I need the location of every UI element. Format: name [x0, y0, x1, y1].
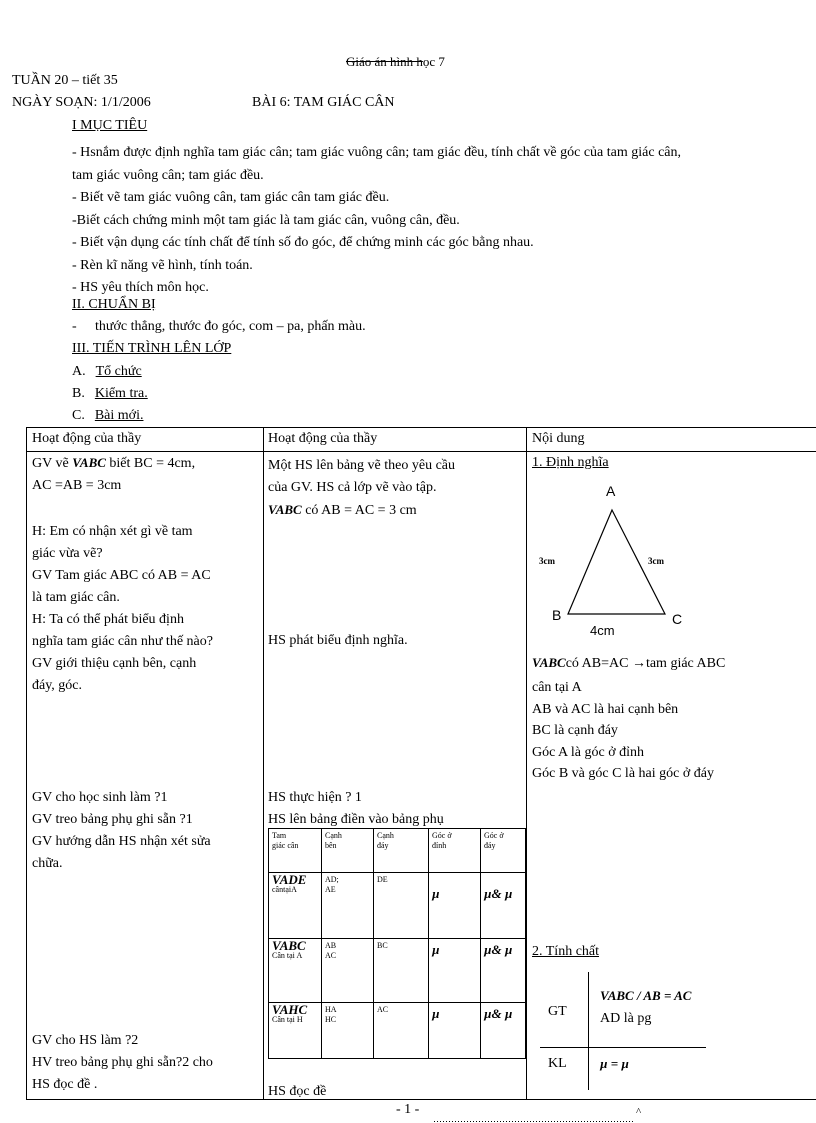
inner-table-row	[269, 873, 526, 939]
definition-list	[532, 677, 714, 785]
inner-table-row	[269, 939, 526, 1003]
triangle-figure	[530, 478, 720, 648]
angle-symbol: µ& µ	[484, 886, 513, 901]
col2-text-part: có AB = AC = 3 cm	[305, 503, 417, 518]
property-title: 2. Tính chất	[532, 944, 600, 959]
triangle-symbol: VAHC	[272, 1002, 308, 1017]
inner-text: AC	[325, 951, 337, 960]
inner-header-text: Tam	[272, 831, 287, 840]
col1-line-1	[32, 455, 195, 472]
col1-block-d	[32, 1030, 213, 1096]
inner-header-text: Cạnh	[377, 831, 394, 840]
triangle-symbol: VADE	[272, 872, 307, 887]
inner-header-text: giác cân	[272, 841, 299, 850]
inner-header-text: đáy	[377, 841, 389, 850]
angle-symbol: µ	[432, 942, 440, 957]
gt-kl-divider-horizontal	[540, 1047, 706, 1048]
angle-symbol: µ	[432, 1006, 440, 1021]
inner-text: AE	[325, 885, 336, 894]
proc-letter: B.	[72, 386, 85, 401]
inner-text: HC	[325, 1015, 337, 1024]
definition-text: cân tại A	[532, 680, 582, 695]
col2-text: HS lên bảng điền vào bảng phụ	[268, 812, 444, 827]
objective-item: - Biết vẽ tam giác vuông cân, tam giác cân tam giác đều.	[72, 190, 390, 205]
col1-block-c	[32, 787, 211, 875]
col2-block-a	[268, 455, 455, 522]
table-border-top	[26, 427, 816, 428]
proc-text: Bài mới.	[94, 408, 144, 423]
inner-cell	[322, 939, 374, 1003]
proc-letter: C.	[72, 408, 85, 423]
proc-title: III. TIẾN TRÌNH LÊN LỚP	[72, 341, 232, 356]
col2-definition: HS phát biểu định nghĩa.	[268, 633, 408, 648]
inner-table-row	[269, 1003, 526, 1059]
inner-header-cell	[374, 829, 429, 873]
col1-block-b	[32, 521, 213, 697]
inner-text: DE	[377, 875, 388, 884]
vertex-a-label: A	[606, 483, 616, 499]
col1-text: là tam giác cân.	[32, 590, 120, 605]
proc-letter: A.	[72, 364, 86, 379]
col1-text: giác vừa vẽ?	[32, 546, 103, 561]
objectives-title: I MỤC TIÊU	[72, 118, 148, 133]
inner-table	[268, 828, 526, 1059]
col1-text: GV giới thiệu cạnh bên, cạnh	[32, 656, 197, 671]
col1-line-2: AC =AB = 3cm	[32, 478, 122, 493]
header-title-struck: Giáo án hình h	[346, 54, 423, 69]
col2-text	[268, 499, 455, 522]
inner-header-text: Góc ở	[432, 831, 452, 840]
side-bottom-label: 4cm	[590, 623, 615, 638]
col2-read: HS đọc đề	[268, 1084, 327, 1099]
col1-text: GV vẽ	[32, 456, 69, 471]
triangle-symbol: VABC	[72, 455, 106, 470]
gt-line-1: VABC / AB = AC	[600, 988, 692, 1003]
col1-text: nghĩa tam giác cân như thế nào?	[32, 634, 213, 649]
inner-text: AC	[377, 1005, 389, 1014]
definition-text: BC là cạnh đáy	[532, 723, 618, 738]
table-header-3: Nội dung	[532, 431, 585, 446]
col1-text: GV Tam giác ABC có AB = AC	[32, 568, 211, 583]
inner-cell	[374, 1003, 429, 1059]
angle-symbol: µ& µ	[484, 1006, 513, 1021]
col2-text: HS thực hiện ? 1	[268, 790, 362, 805]
col1-text: GV treo bảng phụ ghi sẵn ?1	[32, 812, 193, 827]
inner-cell	[269, 939, 322, 1003]
inner-header-text: Cạnh	[325, 831, 342, 840]
col2-text: của GV. HS cả lớp vẽ vào tập.	[268, 480, 437, 495]
inner-cell	[429, 939, 481, 1003]
definition-text: AB và AC là hai cạnh bên	[532, 701, 679, 717]
lesson-title: BÀI 6: TAM GIÁC CÂN	[252, 95, 395, 110]
gt-kl-divider-vertical	[588, 972, 589, 1090]
col1-text: GV cho học sinh làm ?1	[32, 790, 168, 805]
col1-text: biết BC = 4cm,	[109, 456, 196, 471]
inner-text: BC	[377, 941, 388, 950]
table-border-header	[26, 451, 816, 452]
col2-block-c	[268, 787, 444, 831]
inner-cell	[429, 873, 481, 939]
definition-text: Góc B và góc C là hai góc ở đáy	[532, 766, 714, 781]
gt-label: GT	[548, 1004, 567, 1019]
triangle-symbol: VABC	[532, 655, 566, 670]
inner-cell	[269, 873, 322, 939]
inner-cell	[481, 1003, 526, 1059]
footer-dotted-line	[434, 1121, 634, 1122]
inner-header-cell	[269, 829, 322, 873]
proc-text: Tổ chức	[95, 364, 142, 379]
inner-cell	[374, 939, 429, 1003]
objective-item: - HS yêu thích môn học.	[72, 280, 209, 295]
table-header-2: Hoạt động của thầy	[268, 431, 378, 446]
objective-item: tam giác vuông cân; tam giác đều.	[72, 167, 264, 183]
inner-header-text: bên	[325, 841, 337, 850]
prep-item: thước thẳng, thước đo góc, com – pa, phấn màu.	[95, 319, 366, 334]
week-label: TUẦN 20 – tiết 35	[12, 73, 118, 88]
definition-text: có AB=AC →tam giác ABC	[565, 656, 726, 671]
inner-text: HA	[325, 1005, 337, 1014]
table-header-1: Hoạt động của thầy	[32, 431, 142, 446]
triangle-symbol: VABC	[272, 938, 306, 953]
side-right-label: 3cm	[648, 556, 664, 566]
triangle-symbol: VABC	[268, 502, 302, 517]
inner-text: Cân tại A	[272, 951, 303, 960]
inner-cell	[481, 939, 526, 1003]
col2-text: Một HS lên bảng vẽ theo yêu cầu	[268, 458, 456, 473]
table-border-col1	[263, 427, 264, 1100]
proc-item-c	[72, 408, 143, 424]
inner-text: Cân tại H	[272, 1015, 303, 1024]
inner-header-text: đáy	[484, 841, 496, 850]
inner-text: AD;	[325, 875, 339, 884]
side-left-label: 3cm	[539, 556, 555, 566]
prep-dash: -	[72, 319, 77, 334]
page-number: - 1 -	[396, 1102, 420, 1117]
objectives-list	[72, 142, 681, 300]
angle-symbol: µ	[432, 886, 440, 901]
inner-cell	[374, 873, 429, 939]
inner-header-cell	[322, 829, 374, 873]
proc-item-a	[72, 364, 142, 380]
col1-text: đáy, góc.	[32, 678, 83, 693]
inner-header-text: đỉnh	[432, 841, 447, 850]
definition-title: 1. Định nghĩa	[532, 455, 609, 470]
date-label: NGÀY SOẠN: 1/1/2006	[12, 95, 151, 110]
inner-cell	[322, 873, 374, 939]
header-title	[346, 54, 445, 70]
inner-cell	[481, 873, 526, 939]
vertex-c-label: C	[672, 611, 683, 627]
col1-text: H: Em có nhận xét gì về tam	[32, 524, 193, 539]
angle-symbol: µ& µ	[484, 942, 513, 957]
prep-title: II. CHUẨN BỊ	[72, 297, 156, 312]
col1-text: chữa.	[32, 856, 63, 871]
inner-text: cântạiA	[272, 885, 297, 894]
proc-text: Kiểm tra.	[94, 386, 148, 401]
gt-line-2: AD là pg	[600, 1011, 652, 1026]
inner-cell	[269, 1003, 322, 1059]
inner-text: AB	[325, 941, 337, 950]
inner-header-cell	[429, 829, 481, 873]
definition-text: Góc A là góc ở đỉnh	[532, 744, 644, 760]
col1-text: H: Ta có thể phát biểu định	[32, 612, 184, 627]
col1-text: HV treo bảng phụ ghi sẵn?2 cho	[32, 1055, 213, 1070]
inner-header-cell	[481, 829, 526, 873]
col1-text: GV cho HS làm ?2	[32, 1033, 139, 1048]
table-border-col2	[526, 427, 527, 1100]
objective-item: - Rèn kĩ năng vẽ hình, tính toán.	[72, 257, 253, 273]
inner-header-text: Góc ở	[484, 831, 504, 840]
vertex-b-label: B	[552, 607, 562, 623]
inner-table-header	[269, 829, 526, 873]
inner-cell	[429, 1003, 481, 1059]
definition-line-1	[532, 655, 725, 672]
footer-hat: ^	[636, 1106, 642, 1118]
col1-text: HS đọc đề .	[32, 1077, 98, 1092]
inner-cell	[322, 1003, 374, 1059]
proc-item-b	[72, 386, 148, 402]
kl-label: KL	[548, 1056, 567, 1071]
header-title-rest: ọc 7	[422, 54, 445, 69]
col1-text: GV hướng dẫn HS nhận xét sửa	[32, 834, 211, 849]
objective-item: - Biết vận dụng các tính chất để tính số đo góc, để chứng minh các góc bằng nhau.	[72, 235, 534, 250]
kl-value: µ = µ	[600, 1056, 629, 1071]
objective-item: -Biết cách chứng minh một tam giác là tam giác cân, vuông cân, đều.	[72, 212, 460, 228]
table-border-left	[26, 427, 27, 1100]
table-border-bottom	[26, 1099, 816, 1100]
objective-item: - Hsnắm được định nghĩa tam giác cân; tam giác vuông cân; tam giác đều, tính chất về góc của tam giác cân,	[72, 145, 681, 160]
